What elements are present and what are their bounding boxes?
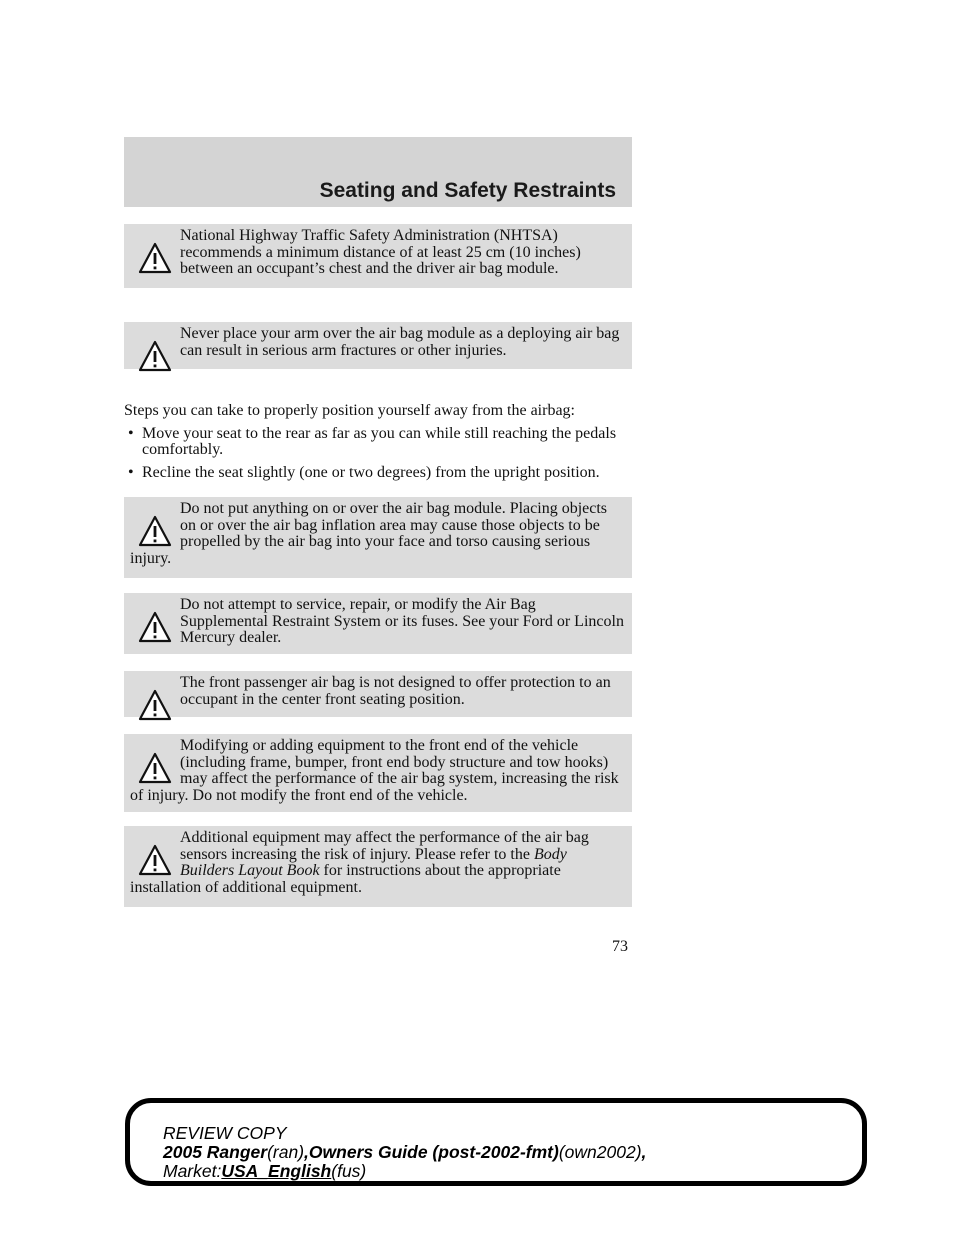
warning-box [124, 322, 632, 369]
warning-text: Never place your arm over the air bag module as a deploying air bag can result in serious arm fractures or other injuries. [180, 325, 620, 359]
warning-text: Do not attempt to service, repair, or modify the Air Bag Supplemental Restraint System or its fuses. See your Ford or Lincoln Mercury dealer. [180, 596, 624, 646]
warning-box [124, 826, 632, 907]
list-item-text: Move your seat to the rear as far as you can while still reaching the pedals comfortably. [142, 424, 617, 458]
list-item-text: Recline the seat slightly (one or two degrees) from the upright position. [142, 463, 600, 481]
page-number: 73 [612, 938, 628, 955]
steps-section [124, 403, 634, 481]
steps-intro: Steps you can take to properly position yourself away from the airbag: [124, 402, 575, 419]
warning-box [124, 671, 632, 717]
warning-icon [138, 689, 172, 722]
warning-box [124, 497, 632, 578]
warning-icon [138, 844, 172, 877]
warning-text: Additional equipment may affect the performance of the air bag sensors increasing the risk of injury. Please refer to the Body Builders Layout Book for instructions about the appropriate installation of additional equipment. [130, 829, 589, 896]
warning-icon [138, 611, 172, 644]
warning-box [124, 224, 632, 288]
warning-box [124, 734, 632, 812]
section-title: Seating and Safety Restraints [319, 179, 616, 202]
section-header [124, 137, 632, 207]
warning-icon [138, 515, 172, 548]
list-item [124, 465, 634, 482]
review-copy-label: REVIEW COPY [163, 1123, 287, 1143]
warning-text: Modifying or adding equipment to the front end of the vehicle (including frame, bumper, front end body structure and tow hooks) may affect the performance of the air bag system, increasing the risk of injury. Do not modify the front end of the vehicle. [130, 737, 619, 804]
document-id-line: 2005 Ranger(ran),Owners Guide (post-2002-fmt)(own2002), [163, 1142, 647, 1162]
warning-text: The front passenger air bag is not designed to offer protection to an occupant in the center front seating position. [180, 674, 611, 708]
warning-icon [138, 340, 172, 373]
bullet-marker: • [128, 463, 134, 481]
warning-box [124, 593, 632, 654]
market-line: Market:USA_English(fus) [163, 1161, 367, 1181]
review-stamp-text [163, 1124, 646, 1181]
warning-icon [138, 752, 172, 785]
book-title: Body Builders Layout Book [180, 845, 567, 879]
list-item [124, 426, 634, 459]
warning-text: National Highway Traffic Safety Administration (NHTSA) recommends a minimum distance of at least 25 cm (10 inches) between an occupant’s chest and the driver air bag module. [180, 227, 581, 277]
warning-text: Do not put anything on or over the air bag module. Placing objects on or over the air bag inflation area may cause those objects to be propelled by the air bag into your face and torso causing serious injury. [130, 500, 608, 567]
warning-icon [138, 242, 172, 275]
bullet-marker: • [128, 424, 134, 442]
